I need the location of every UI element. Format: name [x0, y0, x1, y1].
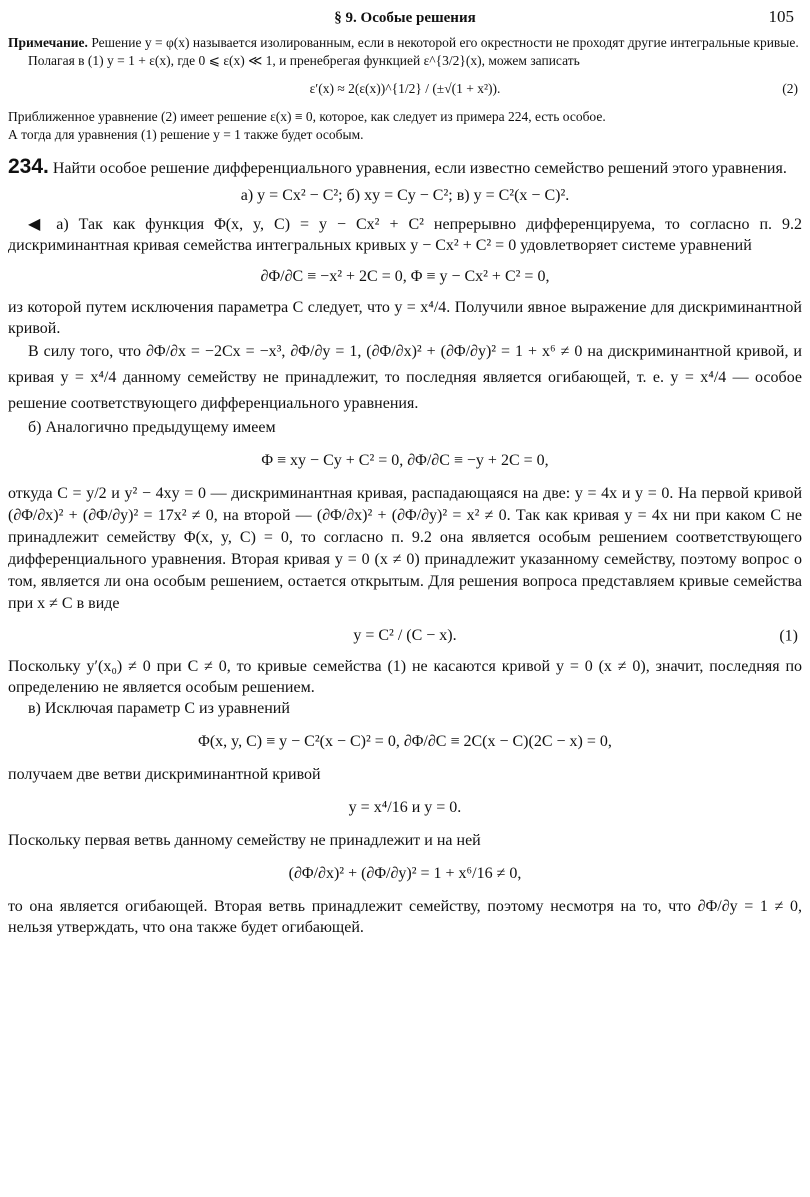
solution-c-system: Φ(x, y, C) ≡ y − C²(x − C)² = 0, ∂Φ/∂C ≡ 2C(x − C)(2C − x) = 0,	[198, 733, 612, 750]
note-after-1: Приближенное уравнение (2) имеет решение ε(x) ≡ 0, которое, как следует из примера 224, есть особое.	[8, 109, 606, 124]
solution-a-text-1: ◀ а) Так как функция Φ(x, y, C) = y − Cx² + C² непрерывно дифференцируема, то согласно п. 9.2 дискриминантная кривая семейства интегральных кривых y − Cx² + C² = 0 удовлетворяет системе уравнений	[8, 216, 802, 254]
solution-a-text-2: из которой путем исключения параметра C следует, что y = x⁴/4. Получили явное выражение для дискриминантной кривой.	[8, 299, 802, 337]
solution-c-text-3: Поскольку первая ветвь данному семейству не принадлежит и на ней	[8, 832, 481, 849]
problem-statement	[8, 156, 802, 179]
page-number: 105	[768, 7, 794, 26]
solution-a-system: ∂Φ/∂C ≡ −x² + 2C = 0, Φ ≡ y − Cx² + C² = 0,	[260, 268, 550, 285]
solution-c-condition: (∂Φ/∂x)² + (∂Φ/∂y)² = 1 + x⁶/16 ≠ 0,	[288, 865, 522, 882]
note-paragraph	[8, 34, 802, 52]
solution-b-text-1: б) Аналогично предыдущему имеем	[28, 419, 276, 436]
page-header	[8, 0, 802, 34]
problem-variants: а) y = Cx² − C²; б) xy = Cy − C²; в) y = C²(x − C)².	[240, 187, 570, 204]
solution-b-family-body: y = C² / (C − x).	[353, 627, 457, 644]
solution-b-family	[8, 625, 802, 646]
note-text: Решение y = φ(x) называется изолированным, если в некоторой его окрестности не проходят другие интегральные кривые.	[91, 35, 799, 50]
problem-number: 234.	[8, 155, 49, 178]
solution-c-text-2: получаем две ветви дискриминантной кривой	[8, 766, 321, 783]
equation-2-body: ε′(x) ≈ 2(ε(x))^{1/2} / (±√(1 + x²)).	[309, 81, 501, 96]
note-assume: Полагая в (1) y = 1 + ε(x), где 0 ⩽ ε(x) ≪ 1, и пренебрегая функцией ε^{3/2}(x), можем записать	[28, 53, 580, 68]
solution-c-branches: y = x⁴/16 и y = 0.	[348, 799, 462, 816]
solution-b-system: Φ ≡ xy − Cy + C² = 0, ∂Φ/∂C ≡ −y + 2C = 0,	[261, 452, 549, 469]
solution-b-text-3: Поскольку y′(x₀) ≠ 0 при C ≠ 0, то кривые семейства (1) не касаются кривой y = 0 (x ≠ 0), значит, последняя по определению не является особым решением.	[8, 658, 802, 696]
solution-b-family-number: (1)	[779, 627, 798, 644]
solution-c-text-1: в) Исключая параметр C из уравнений	[28, 700, 290, 717]
note-after-2: А тогда для уравнения (1) решение y = 1 также будет особым.	[8, 127, 364, 142]
solution-c-text-4: то она является огибающей. Вторая ветвь принадлежит семейству, поэтому несмотря на то, что ∂Φ/∂y = 1 ≠ 0, нельзя утверждать, что она также будет огибающей.	[8, 898, 802, 936]
section-title: § 9. Особые решения	[334, 10, 476, 26]
solution-a-text-3: В силу того, что ∂Φ/∂x = −2Cx = −x³, ∂Φ/∂y = 1, (∂Φ/∂x)² + (∂Φ/∂y)² = 1 + x⁶ ≠ 0 на дискриминантной кривой, и кривая y = x⁴/4 данному семейству не принадлежит, то последняя является огибающей, т. е. y = x⁴/4 — особое решение соответствующего дифференциального уравнения.	[8, 343, 802, 412]
equation-2-number: (2)	[782, 81, 798, 96]
note-label: Примечание.	[8, 35, 88, 50]
problem-text: Найти особое решение дифференциального уравнения, если известно семейство решений этого уравнения.	[52, 160, 787, 177]
equation-2	[8, 80, 802, 98]
solution-b-text-2: откуда C = y/2 и y² − 4xy = 0 — дискриминантная кривая, распадающаяся на две: y = 4x и y = 0. На первой кривой (∂Φ/∂x)² + (∂Φ/∂y)² = 17x² ≠ 0, на второй — (∂Φ/∂x)² + (∂Φ/∂y)² = x² ≠ 0. Так как кривая y = 4x ни при каком C не принадлежит семейству Φ(x, y, C) = 0, то согласно п. 9.2 она является особым решением соответствующего дифференциального уравнения. Вторая кривая y = 0 (x ≠ 0) принадлежит указанному семейству, поэтому вопрос о том, является ли она особым решением, остается открытым. Для решения вопроса представляем кривые семейства при x ≠ C в виде	[8, 485, 802, 612]
